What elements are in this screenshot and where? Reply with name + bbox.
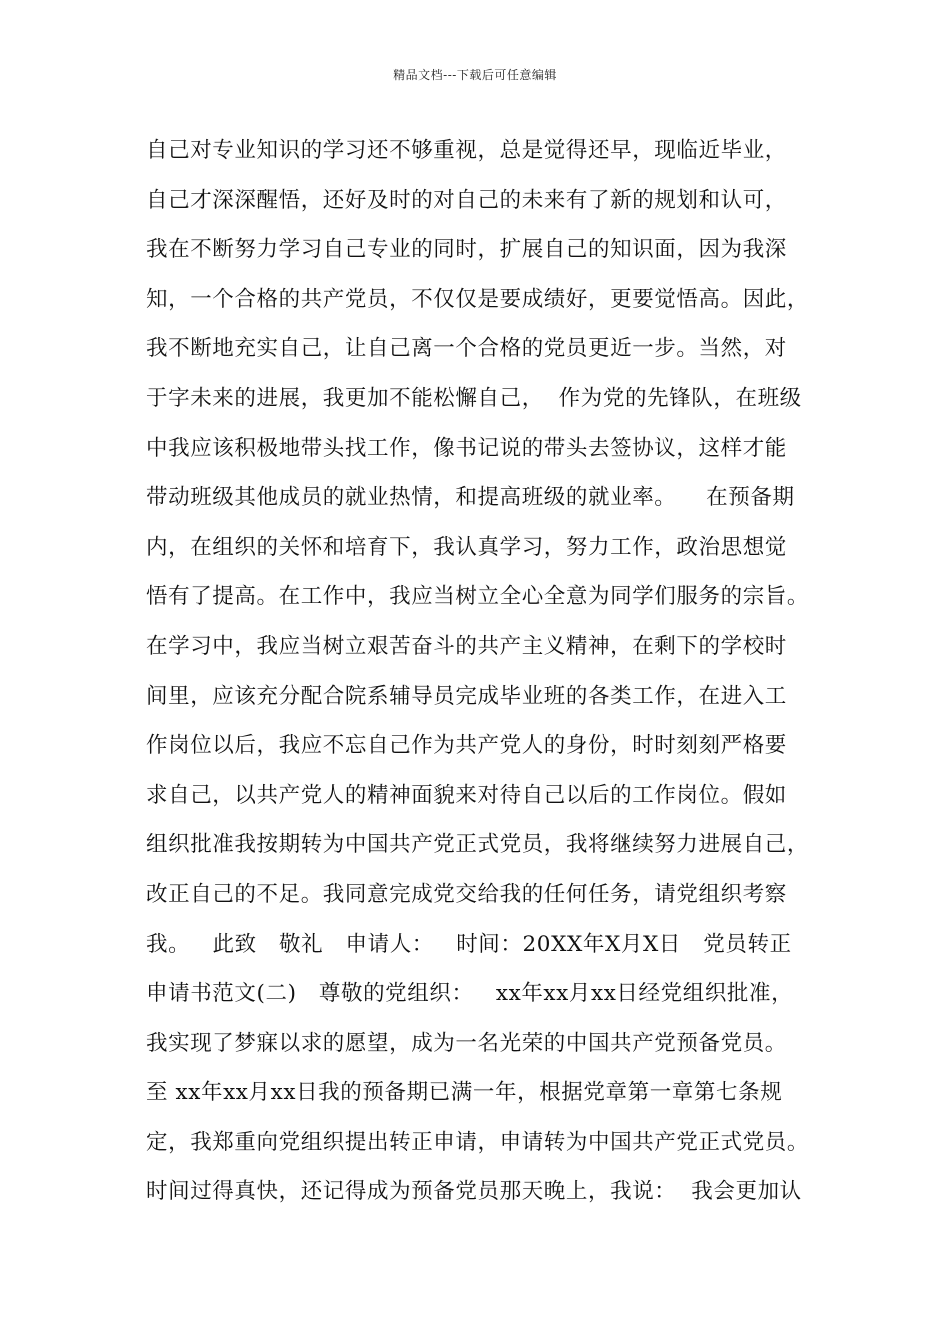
text-line: 申请书范文(二) 尊敬的党组织： xx年xx月xx日经党组织批准， — [146, 981, 794, 1007]
page-header: 精品文档---下载后可任意编辑 — [393, 68, 557, 82]
text-line: 组织批准我按期转为中国共产党正式党员，我将继续努力进展自己， — [146, 832, 810, 858]
text-line: 我不断地充实自己，让自己离一个合格的党员更近一步。当然，对 — [146, 336, 787, 362]
text-line: 中我应该积极地带头找工作，像书记说的带头去签协议，这样才能 — [146, 435, 787, 461]
text-line: 自己对专业知识的学习还不够重视，总是觉得还早，现临近毕业， — [146, 138, 787, 163]
text-line: 知，一个合格的共产党员，不仅仅是要成绩好，更要觉悟高。因此， — [146, 286, 810, 312]
text-line: 我实现了梦寐以求的愿望，成为一名光荣的中国共产党预备党员。 — [146, 1030, 787, 1056]
text-line: 改正自己的不足。我同意完成党交给我的任何任务，请党组织考察 — [146, 881, 787, 907]
text-line: 在学习中，我应当树立艰苦奋斗的共产主义精神，在剩下的学校时 — [146, 633, 787, 659]
text-line: 自己才深深醒悟，还好及时的对自己的未来有了新的规划和认可， — [146, 187, 787, 213]
text-line: 我。 此致 敬礼 申请人： 时间：20XX年X月X日 党员转正 — [146, 931, 792, 957]
text-line: 我在不断努力学习自己专业的同时，扩展自己的知识面，因为我深 — [146, 237, 787, 263]
text-line: 内，在组织的关怀和培育下，我认真学习，努力工作，政治思想觉 — [146, 534, 787, 560]
text-line: 带动班级其他成员的就业热情，和提高班级的就业率。 在预备期 — [146, 485, 795, 511]
text-line: 于字未来的进展，我更加不能松懈自己， 作为党的先锋队，在班级 — [146, 385, 802, 411]
text-line: 定，我郑重向党组织提出转正申请，申请转为中国共产党正式党员。 — [146, 1129, 810, 1155]
text-line: 作岗位以后，我应不忘自己作为共产党人的身份，时时刻刻严格要 — [146, 733, 787, 759]
text-line: 间里，应该充分配合院系辅导员完成毕业班的各类工作，在进入工 — [146, 683, 787, 709]
text-line: 求自己，以共产党人的精神面貌来对待自己以后的工作岗位。假如 — [146, 782, 787, 808]
text-line: 至 xx年xx月xx日我的预备期已满一年，根据党章第一章第七条规 — [146, 1080, 783, 1106]
text-line: 悟有了提高。在工作中，我应当树立全心全意为同学们服务的宗旨。 — [146, 584, 810, 610]
document-body — [146, 130, 836, 1221]
text-line: 时间过得真快，还记得成为预备党员那天晚上，我说： 我会更加认 — [146, 1179, 802, 1205]
